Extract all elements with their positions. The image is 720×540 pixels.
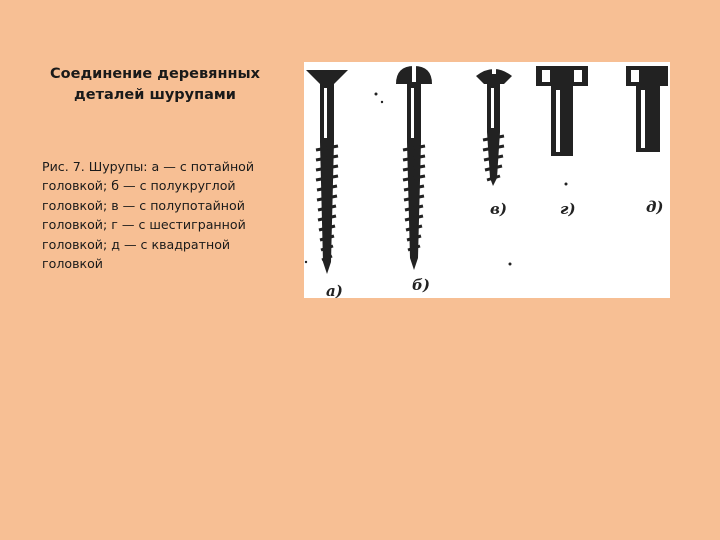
title-line-2: деталей шурупами (74, 87, 236, 103)
label-d: г) (560, 200, 576, 218)
label-e: д) (646, 198, 664, 216)
screw-hex-head (536, 66, 588, 156)
screw-round-head (396, 66, 432, 270)
label-b: б) (412, 276, 430, 294)
label-a: а) (326, 282, 343, 298)
figure-caption: Рис. 7. Шурупы: а — с потайной головкой; б — с полукруглой головкой; в — с полупотайной головкой; г — с шестигранной головкой; д — с квадратной головкой (42, 159, 255, 272)
screw-square-head (626, 66, 668, 152)
screw-countersunk (306, 70, 348, 274)
screws-illustration (304, 62, 670, 298)
slide-title (30, 64, 280, 106)
title-line-1: Соединение деревянных (50, 66, 260, 82)
screw-raised-countersunk (476, 64, 512, 186)
screws-drawing (304, 62, 670, 298)
label-c: в) (490, 200, 507, 218)
